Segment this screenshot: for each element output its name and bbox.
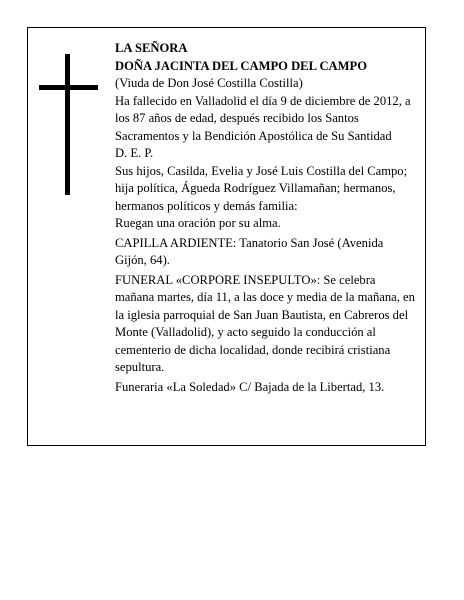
deceased-name: DOÑA JACINTA DEL CAMPO DEL CAMPO bbox=[115, 58, 368, 73]
chapel-paragraph: CAPILLA ARDIENTE: Tanatorio San José (Avenida Gijón, 64). bbox=[115, 235, 384, 267]
funeral-paragraph: FUNERAL «CORPORE INSEPULTO»: Se celebra mañana martes, día 11, a las doce y media de la mañana, en la iglesia parroquial de San Juan Bautista, en Cabreros del Monte (Valladolid), y acto seguido la conducción al cementerio de dicha localidad, donde recibirá cristiana sepultura. bbox=[115, 272, 415, 374]
cross-vertical-bar bbox=[65, 54, 70, 195]
cross-horizontal-bar bbox=[39, 85, 98, 90]
notice-title-line-1: LA SEÑORA bbox=[115, 41, 188, 55]
prayer-request: Ruegan una oración por su alma. bbox=[115, 216, 281, 230]
widow-of-line: (Viuda de Don José Costilla Costilla) bbox=[115, 76, 303, 90]
obituary-text-block bbox=[115, 40, 415, 396]
family-paragraph: Sus hijos, Casilda, Evelia y José Luis Costilla del Campo; hija política, Águeda Rodríguez Villamañan; hermanos, hermanos políticos y demás familia: bbox=[115, 163, 408, 213]
dep-line: D. E. P. bbox=[115, 146, 154, 160]
death-announcement: Ha fallecido en Valladolid el día 9 de diciembre de 2012, a los 87 años de edad, después recibido los Santos Sacramentos y la Bendición Apostólica de Su Santidad bbox=[115, 93, 411, 143]
funeral-home-line: Funeraria «La Soledad» C/ Bajada de la Libertad, 13. bbox=[115, 379, 385, 394]
